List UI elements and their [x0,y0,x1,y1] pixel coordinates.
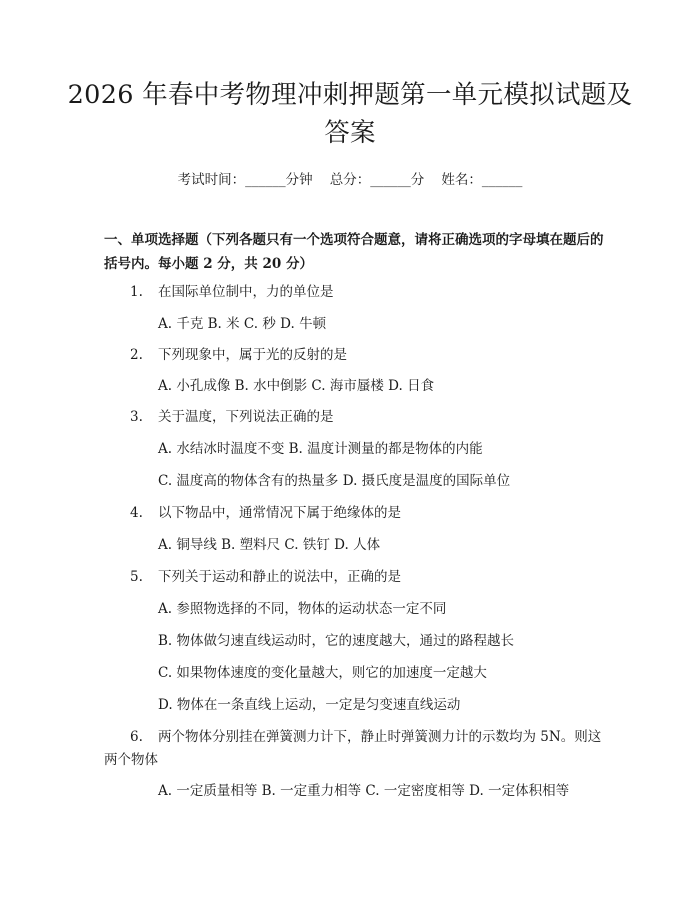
question-1-options: A. 千克 B. 米 C. 秒 D. 牛顿 [158,316,327,332]
question-text: 两个物体分别挂在弹簧测力计下，静止时弹簧测力计的示数均为 5N。则这两个物体 [104,729,602,768]
question-text: 以下物品中，通常情况下属于绝缘体的是 [158,505,401,521]
question-4-options: A. 铜导线 B. 塑料尺 C. 铁钉 D. 人体 [158,537,381,553]
question-3-option-line-2: C. 温度高的物体含有的热量多 D. 摄氏度是温度的国际单位 [158,473,511,489]
question-5-option-d: D. 物体在一条直线上运动，一定是匀变速直线运动 [158,697,461,713]
exam-meta-line: 考试时间：______分钟 总分：______分 姓名：______ [177,172,523,188]
question-number: 1. [130,284,143,300]
document-title: 2026 年春中考物理冲刺押题第一单元模拟试题及答案 [67,80,633,148]
question-text: 下列现象中，属于光的反射的是 [158,347,347,363]
question-5-option-c: C. 如果物体速度的变化量越大，则它的加速度一定越大 [158,665,487,681]
question-number: 2. [130,347,143,363]
question-5-option-b: B. 物体做匀速直线运动时，它的速度越大，通过的路程越长 [158,633,515,649]
section-heading: 一、单项选择题（下列各题只有一个选项符合题意，请将正确选项的字母填在题后的括号内。每小题 2 分，共 20 分） [104,232,604,272]
question-5-option-a: A. 参照物选择的不同，物体的运动状态一定不同 [158,601,447,617]
question-6-options: A. 一定质量相等 B. 一定重力相等 C. 一定密度相等 D. 一定体积相等 [158,783,570,799]
question-2-options: A. 小孔成像 B. 水中倒影 C. 海市蜃楼 D. 日食 [158,378,435,394]
question-number: 3. [130,409,143,425]
question-6 [104,726,604,772]
question-number: 4. [130,505,143,521]
question-text: 关于温度，下列说法正确的是 [158,409,334,425]
question-text: 下列关于运动和静止的说法中，正确的是 [158,569,401,585]
question-3-option-line-1: A. 水结冰时温度不变 B. 温度计测量的都是物体的内能 [158,441,483,457]
question-number: 5. [130,569,143,585]
question-text: 在国际单位制中，力的单位是 [158,284,334,300]
question-number: 6. [130,729,143,745]
